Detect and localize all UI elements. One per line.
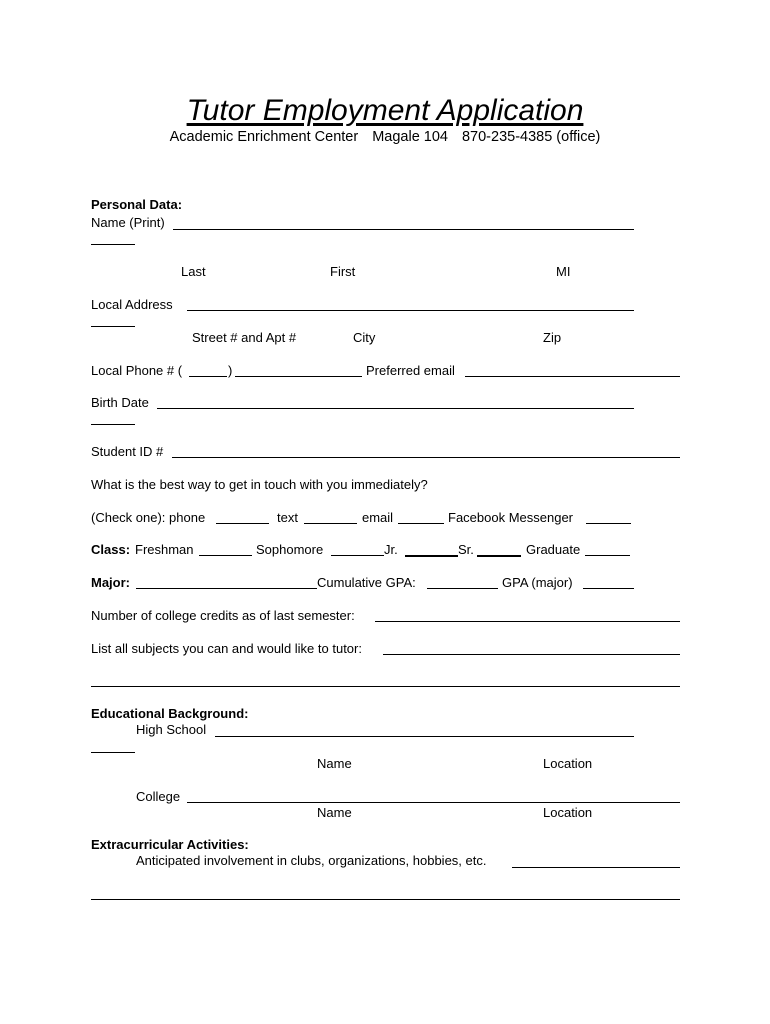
subjects-label: List all subjects you can and would like to tutor:	[91, 641, 362, 656]
class-sophomore-field[interactable]	[331, 555, 384, 556]
local-phone-field[interactable]	[235, 376, 362, 377]
high-school-field-continued[interactable]	[91, 752, 135, 753]
contact-text-field[interactable]	[304, 523, 357, 524]
high-school-field[interactable]	[215, 736, 634, 737]
name-field-continued[interactable]	[91, 244, 135, 245]
student-id-label: Student ID #	[91, 444, 164, 459]
college-field[interactable]	[187, 802, 680, 803]
involvement-label: Anticipated involvement in clubs, organizations, hobbies, etc.	[136, 853, 487, 868]
subtitle	[0, 130, 770, 145]
class-graduate-label: Graduate	[526, 542, 581, 557]
name-label: Name (Print)	[91, 215, 165, 230]
email-field[interactable]	[465, 376, 680, 377]
high-school-location-caption: Location	[543, 756, 593, 771]
check-one-phone-label: (Check one): phone	[91, 510, 206, 525]
high-school-name-caption: Name	[317, 756, 352, 771]
subjects-field[interactable]	[383, 654, 680, 655]
gpa-major-field[interactable]	[583, 588, 634, 589]
gpa-major-label: GPA (major)	[502, 575, 573, 590]
class-jr-label: Jr.	[384, 542, 398, 557]
contact-facebook-label: Facebook Messenger	[448, 510, 574, 525]
name-first-caption: First	[330, 264, 356, 279]
area-code-close-paren: )	[228, 363, 233, 378]
personal-data-heading: Personal Data:	[91, 197, 183, 212]
office-phone: 870-235-4385 (office)	[461, 129, 601, 145]
class-label: Class:	[91, 542, 131, 557]
contact-email-label: email	[362, 510, 394, 525]
student-id-field[interactable]	[172, 457, 680, 458]
credits-field[interactable]	[375, 621, 680, 622]
class-sophomore-label: Sophomore	[256, 542, 324, 557]
area-code-field[interactable]	[189, 376, 227, 377]
email-label: Preferred email	[366, 363, 455, 378]
contact-email-field[interactable]	[398, 523, 444, 524]
major-field[interactable]	[136, 588, 317, 589]
contact-phone-field[interactable]	[216, 523, 269, 524]
cumulative-gpa-label: Cumulative GPA:	[317, 575, 416, 590]
class-sr-label: Sr.	[458, 542, 474, 557]
involvement-field-continued[interactable]	[91, 899, 680, 900]
address-zip-caption: Zip	[543, 330, 562, 345]
class-jr-field[interactable]	[405, 555, 458, 557]
cumulative-gpa-field[interactable]	[427, 588, 498, 589]
credits-label: Number of college credits as of last semester:	[91, 608, 355, 623]
class-freshman-field[interactable]	[199, 555, 252, 556]
page-title: Tutor Employment Application	[186, 94, 584, 127]
high-school-label: High School	[136, 722, 207, 737]
college-label: College	[136, 789, 181, 804]
name-mi-caption: MI	[556, 264, 571, 279]
class-sr-field[interactable]	[477, 555, 521, 557]
college-name-caption: Name	[317, 805, 352, 820]
name-field[interactable]	[173, 229, 634, 230]
educational-background-heading: Educational Background:	[91, 706, 249, 721]
address-city-caption: City	[353, 330, 376, 345]
contact-facebook-field[interactable]	[586, 523, 631, 524]
contact-text-label: text	[277, 510, 298, 525]
involvement-field[interactable]	[512, 867, 680, 868]
birth-date-label: Birth Date	[91, 395, 149, 410]
birth-date-field[interactable]	[157, 408, 634, 409]
major-label: Major:	[91, 575, 130, 590]
address-field-continued[interactable]	[91, 326, 135, 327]
address-label: Local Address	[91, 297, 173, 312]
birth-date-field-continued[interactable]	[91, 424, 135, 425]
local-phone-label: Local Phone # (	[91, 363, 183, 378]
center-name: Academic Enrichment Center	[169, 129, 359, 145]
name-last-caption: Last	[181, 264, 206, 279]
college-location-caption: Location	[543, 805, 593, 820]
subjects-field-continued[interactable]	[91, 686, 680, 687]
extracurricular-heading: Extracurricular Activities:	[91, 837, 249, 852]
class-graduate-field[interactable]	[585, 555, 630, 556]
address-field[interactable]	[187, 310, 634, 311]
address-street-caption: Street # and Apt #	[192, 330, 297, 345]
room-number: Magale 104	[372, 129, 448, 145]
class-freshman-label: Freshman	[135, 542, 194, 557]
contact-question: What is the best way to get in touch with you immediately?	[91, 477, 428, 492]
